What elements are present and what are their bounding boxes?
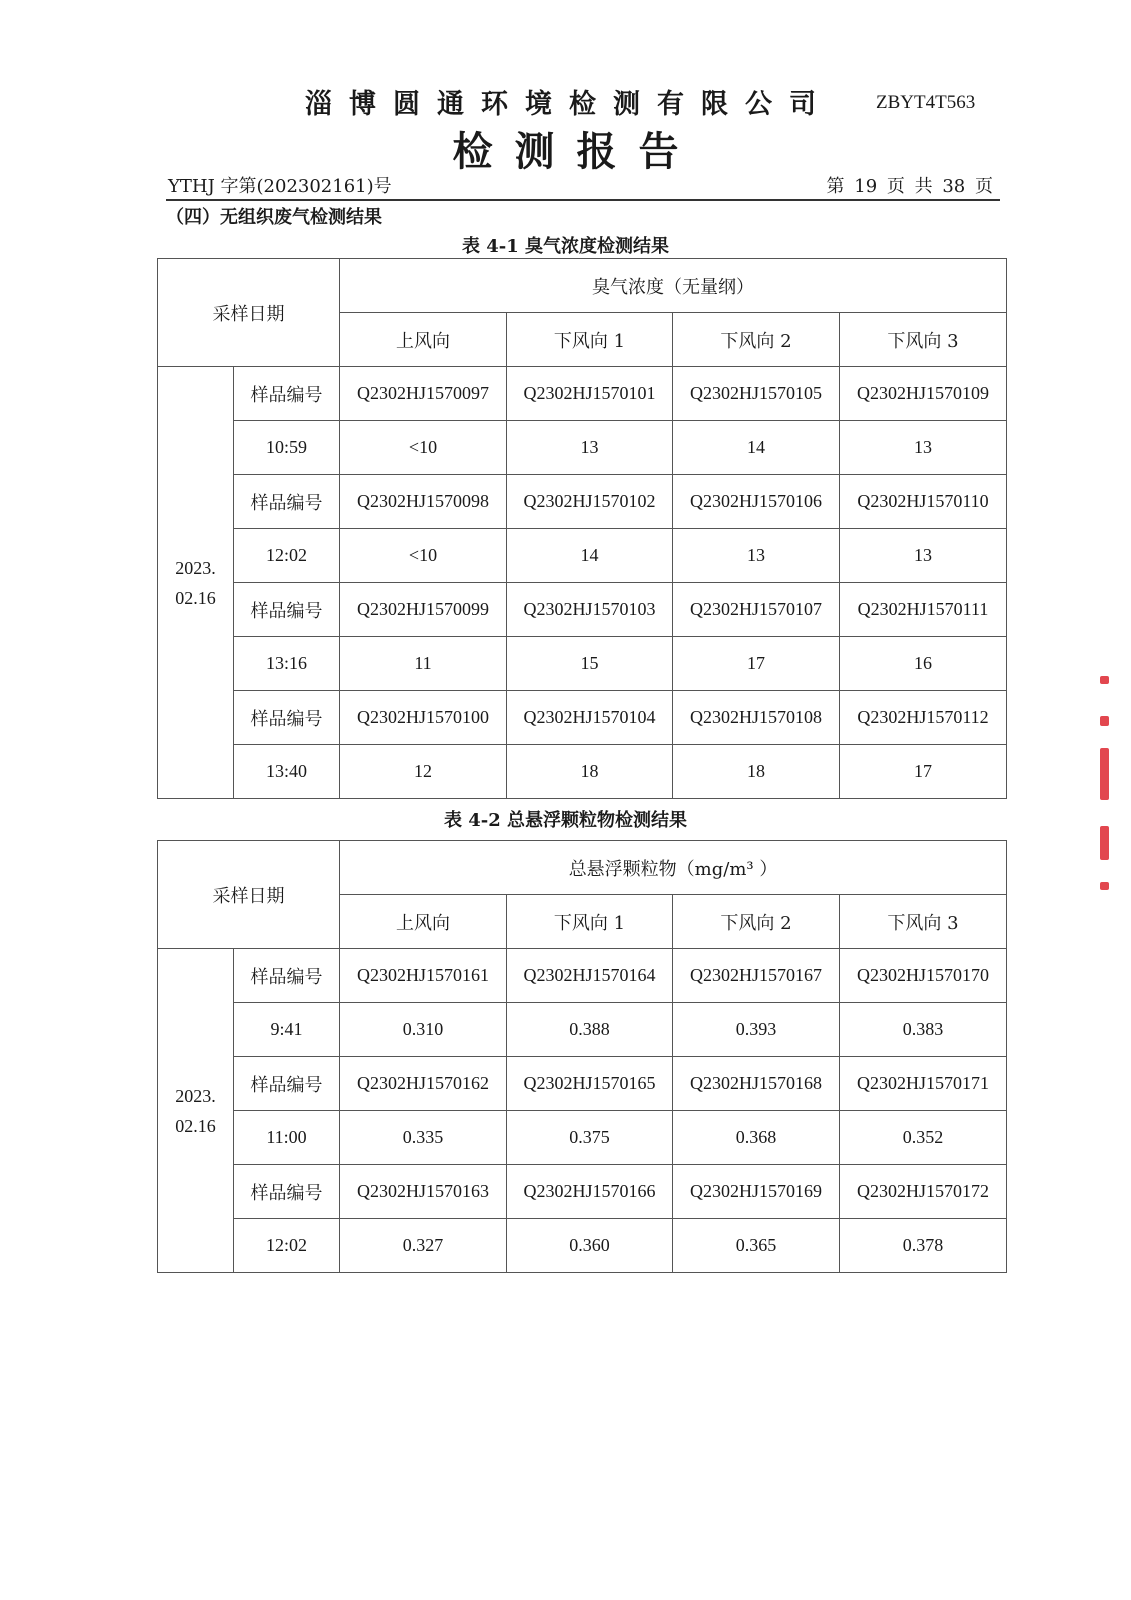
table-cell: 18: [507, 745, 673, 799]
table-cell: Q2302HJ1570100: [340, 691, 507, 745]
table-cell: Q2302HJ1570110: [840, 475, 1007, 529]
table-cell: <10: [340, 421, 507, 475]
table-cell: 13: [840, 421, 1007, 475]
table-row: [158, 583, 1007, 637]
table-cell: Q2302HJ1570101: [507, 367, 673, 421]
sampling-date-cell: [158, 949, 234, 1273]
page-mid-b: 共: [914, 176, 933, 197]
page-mid-a: 页: [886, 176, 905, 197]
row-label: 9:41: [234, 1003, 340, 1057]
date-line: 02.16: [175, 1115, 216, 1136]
table-cell: 18: [673, 745, 840, 799]
report-number: YTHJ 字第(202302161)号: [168, 176, 392, 197]
table-cell: 0.352: [840, 1111, 1007, 1165]
sampling-date-cell: [158, 367, 234, 799]
table-cell: <10: [340, 529, 507, 583]
date-line: 02.16: [175, 587, 216, 608]
table-cell: 11: [340, 637, 507, 691]
table-caption: 表 4-2 总悬浮颗粒物检测结果: [443, 810, 688, 831]
table-cell: Q2302HJ1570166: [507, 1165, 673, 1219]
table-cell: Q2302HJ1570103: [507, 583, 673, 637]
odor-concentration-table: [157, 258, 1007, 799]
table-cell: 0.365: [673, 1219, 840, 1273]
table-cell: Q2302HJ1570169: [673, 1165, 840, 1219]
page-current: 19: [854, 176, 878, 197]
column-header: 下风向 2: [673, 313, 840, 367]
row-label: 样品编号: [234, 367, 340, 421]
table-cell: Q2302HJ1570108: [673, 691, 840, 745]
group-header: 臭气浓度（无量纲）: [340, 259, 1007, 313]
table-cell: 14: [507, 529, 673, 583]
row-label: 样品编号: [234, 475, 340, 529]
table-cell: 17: [840, 745, 1007, 799]
stamp-mark: [1100, 716, 1109, 726]
table-row: [158, 1165, 1007, 1219]
sampling-date-header: 采样日期: [158, 259, 340, 367]
table-cell: Q2302HJ1570164: [507, 949, 673, 1003]
table-cell: Q2302HJ1570107: [673, 583, 840, 637]
column-header: 上风向: [340, 313, 507, 367]
row-label: 样品编号: [234, 1057, 340, 1111]
table-cell: 0.360: [507, 1219, 673, 1273]
row-label: 样品编号: [234, 691, 340, 745]
table-cell: Q2302HJ1570112: [840, 691, 1007, 745]
table-cell: 0.393: [673, 1003, 840, 1057]
table-cell: Q2302HJ1570161: [340, 949, 507, 1003]
header-row: [158, 841, 1007, 895]
page-suffix: 页: [975, 176, 993, 197]
table-cell: Q2302HJ1570102: [507, 475, 673, 529]
table-row: [158, 745, 1007, 799]
section-title: （四）无组织废气检测结果: [166, 207, 382, 228]
table-cell: Q2302HJ1570165: [507, 1057, 673, 1111]
table-cell: Q2302HJ1570109: [840, 367, 1007, 421]
table-row: [158, 949, 1007, 1003]
table-cell: 0.335: [340, 1111, 507, 1165]
header-divider: [166, 199, 1000, 201]
table-cell: Q2302HJ1570105: [673, 367, 840, 421]
company-name: 淄博圆通环境检测有限公司: [305, 89, 833, 120]
stamp-mark: [1100, 748, 1109, 800]
table-row: [158, 1057, 1007, 1111]
column-header: 上风向: [340, 895, 507, 949]
stamp-mark: [1100, 882, 1109, 890]
table-cell: 16: [840, 637, 1007, 691]
document-code: ZBYT4T563: [876, 92, 976, 113]
row-label: 11:00: [234, 1111, 340, 1165]
table-cell: 15: [507, 637, 673, 691]
table-row: [158, 637, 1007, 691]
table-cell: Q2302HJ1570106: [673, 475, 840, 529]
page-prefix: 第: [826, 176, 845, 197]
row-label: 13:16: [234, 637, 340, 691]
tsp-table: [157, 840, 1007, 1273]
date-line: 2023.: [175, 1085, 216, 1106]
row-label: 13:40: [234, 745, 340, 799]
header-row: [158, 259, 1007, 313]
column-header: 下风向 1: [507, 313, 673, 367]
table-cell: Q2302HJ1570167: [673, 949, 840, 1003]
table-cell: Q2302HJ1570104: [507, 691, 673, 745]
table-caption: 表 4-1 臭气浓度检测结果: [461, 236, 670, 257]
table-cell: Q2302HJ1570172: [840, 1165, 1007, 1219]
table-cell: 17: [673, 637, 840, 691]
table-cell: 0.310: [340, 1003, 507, 1057]
table-cell: Q2302HJ1570171: [840, 1057, 1007, 1111]
table-cell: Q2302HJ1570099: [340, 583, 507, 637]
table-row: [158, 1111, 1007, 1165]
table-cell: Q2302HJ1570162: [340, 1057, 507, 1111]
table-cell: Q2302HJ1570163: [340, 1165, 507, 1219]
table-cell: 0.327: [340, 1219, 507, 1273]
table-cell: 12: [340, 745, 507, 799]
table-row: [158, 691, 1007, 745]
table-cell: 14: [673, 421, 840, 475]
row-label: 样品编号: [234, 949, 340, 1003]
table-row: [158, 367, 1007, 421]
table-row: [158, 1219, 1007, 1273]
column-header: 下风向 3: [840, 313, 1007, 367]
column-header: 下风向 3: [840, 895, 1007, 949]
row-label: 12:02: [234, 529, 340, 583]
table-row: [158, 1003, 1007, 1057]
table-cell: 0.378: [840, 1219, 1007, 1273]
table-row: [158, 475, 1007, 529]
page-number: [823, 172, 993, 198]
row-label: 样品编号: [234, 1165, 340, 1219]
date-line: 2023.: [175, 557, 216, 578]
column-header: 下风向 1: [507, 895, 673, 949]
table-cell: 0.368: [673, 1111, 840, 1165]
table-cell: 13: [840, 529, 1007, 583]
column-header: 下风向 2: [673, 895, 840, 949]
table-cell: 0.375: [507, 1111, 673, 1165]
stamp-mark: [1100, 826, 1109, 860]
table-cell: Q2302HJ1570168: [673, 1057, 840, 1111]
table-cell: 0.388: [507, 1003, 673, 1057]
table-cell: 0.383: [840, 1003, 1007, 1057]
row-label: 12:02: [234, 1219, 340, 1273]
row-label: 样品编号: [234, 583, 340, 637]
stamp-mark: [1100, 676, 1109, 684]
table-row: [158, 529, 1007, 583]
sampling-date-header: 采样日期: [158, 841, 340, 949]
table-cell: Q2302HJ1570098: [340, 475, 507, 529]
table-cell: 13: [507, 421, 673, 475]
table-cell: 13: [673, 529, 840, 583]
table-cell: Q2302HJ1570111: [840, 583, 1007, 637]
row-label: 10:59: [234, 421, 340, 475]
table-cell: Q2302HJ1570170: [840, 949, 1007, 1003]
group-header: 总悬浮颗粒物（mg/m³ ）: [340, 841, 1007, 895]
report-title: 检测报告: [452, 128, 701, 175]
table-cell: Q2302HJ1570097: [340, 367, 507, 421]
table-row: [158, 421, 1007, 475]
page-total: 38: [942, 176, 966, 197]
